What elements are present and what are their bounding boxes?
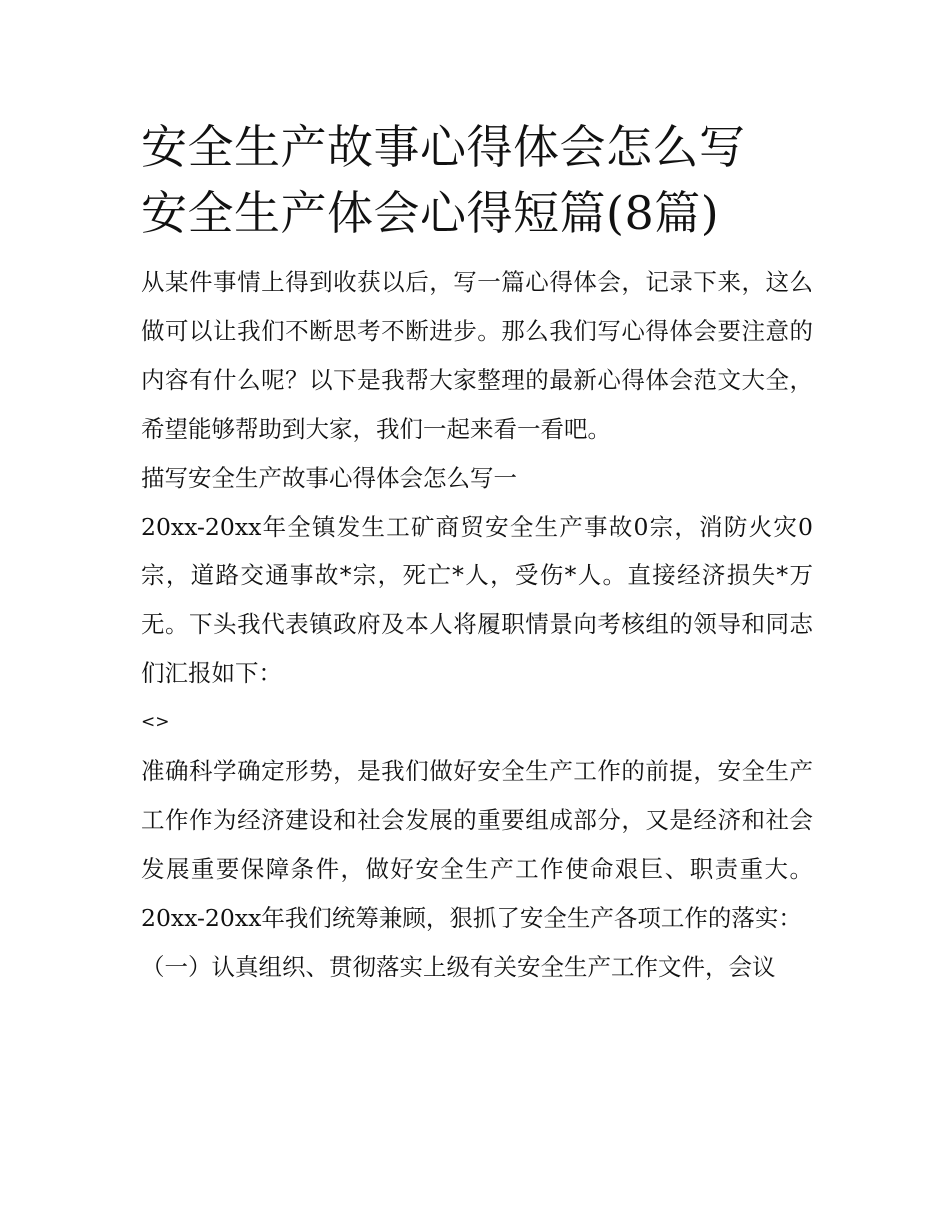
document-title <box>141 114 813 246</box>
placeholder-mark: <> <box>141 712 170 733</box>
title-line-2: 安全生产体会心得短篇(8篇) <box>141 186 720 240</box>
situation-paragraph: 准确科学确定形势，是我们做好安全生产工作的前提，安全生产工作作为经济建设和社会发展的重要组成部分，又是经济和社会发展重要保障条件，做好安全生产工作使命艰巨、职责重大。20xx-20xx年我们统筹兼顾，狠抓了安全生产各项工作的落实： <box>141 757 813 932</box>
section-heading: 描写安全生产故事心得体会怎么写一 <box>141 463 517 492</box>
intro-paragraph: 从某件事情上得到收获以后，写一篇心得体会，记录下来，这么做可以让我们不断思考不断进步。那么我们写心得体会要注意的内容有什么呢？以下是我帮大家整理的最新心得体会范文大全，希望能够帮助到大家，我们一起来看一看吧。 <box>141 268 813 443</box>
title-line-1: 安全生产故事心得体会怎么写 <box>141 120 746 174</box>
summary-paragraph: 20xx-20xx年全镇发生工矿商贸安全生产事故0宗，消防火灾0宗，道路交通事故*宗，死亡*人，受伤*人。直接经济损失*万无。下头我代表镇政府及本人将履职情景向考核组的领导和同志们汇报如下： <box>141 512 813 688</box>
item-one-paragraph: （一）认真组织、贯彻落实上级有关安全生产工作文件，会议 <box>141 952 776 981</box>
document-content <box>141 114 813 992</box>
document-body <box>141 258 813 992</box>
